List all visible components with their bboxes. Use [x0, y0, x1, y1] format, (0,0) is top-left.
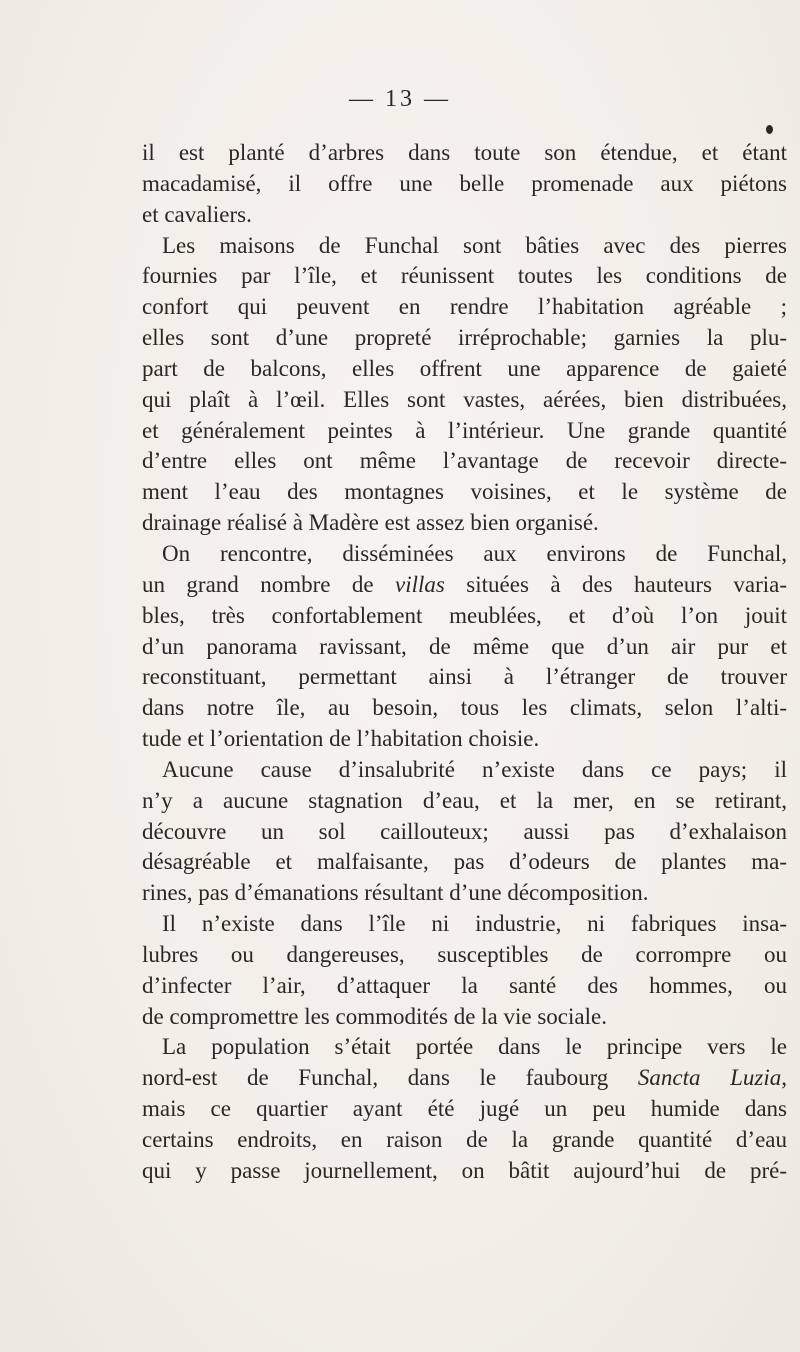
page-number: — 13 — [349, 86, 451, 112]
text-line: et généralement peintes à l’intérieur. Une grande quantité [142, 417, 787, 443]
text-line: certains endroits, en raison de la grande quantité d’eau [142, 1127, 787, 1152]
text-line: reconstituant, permettant ainsi à l’étranger de trouver [142, 664, 787, 690]
text-line: On rencontre, disséminées aux environs de Funchal, [162, 540, 787, 566]
text-line: Aucune cause d’insalubrité n’existe dans ce pays; il [162, 756, 787, 782]
text-line: d’un panorama ravissant, de même que d’un air pur et [142, 633, 787, 659]
text-line: dans notre île, au besoin, tous les climats, selon l’alti- [142, 695, 787, 721]
text-line: découvre un sol caillouteux; aussi pas d’exhalaison [142, 818, 787, 844]
text-line: elles sont d’une propreté irréprochable; garnies la plu- [142, 325, 787, 351]
text-line: n’y a aucune stagnation d’eau, et la mer, en se retirant, [142, 787, 787, 813]
text-line: Il n’existe dans l’île ni industrie, ni fabriques insa- [162, 911, 787, 937]
text-line: tude et l’orientation de l’habitation choisie. [142, 726, 540, 752]
text-line: nord-est de Funchal, dans le faubourg Sancta Luzia, [142, 1065, 788, 1091]
text-line: mais ce quartier ayant été jugé un peu humide dans [142, 1096, 787, 1122]
italic-term: Sancta Luzia [637, 1065, 782, 1091]
italic-term: villas [395, 571, 445, 597]
text-line: bles, très confortablement meublées, et d’où l’on jouit [142, 602, 787, 628]
text-line: désagréable et malfaisante, pas d’odeurs de plantes ma- [142, 849, 787, 875]
text-line: part de balcons, elles offrent une apparence de gaieté [142, 355, 787, 381]
text-line: La population s’était portée dans le principe vers le [162, 1034, 787, 1060]
text-line: de compromettre les commodités de la vie sociale. [142, 1003, 607, 1029]
text-line: qui y passe journellement, on bâtit aujourd’hui de pré- [142, 1157, 787, 1183]
text-line: fournies par l’île, et réunissent toutes les conditions de [142, 263, 787, 289]
text-line: Les maisons de Funchal sont bâties avec des pierres [162, 232, 787, 258]
text-line: macadamisé, il offre une belle promenade aux piétons [142, 170, 787, 196]
text-line: confort qui peuvent en rendre l’habitation agréable ; [142, 294, 787, 320]
text-line: il est planté d’arbres dans toute son étendue, et étant [142, 140, 787, 165]
text-line: d’entre elles ont même l’avantage de recevoir directe- [142, 448, 787, 474]
text-line: lubres ou dangereuses, susceptibles de corrompre ou [142, 941, 787, 967]
text-line: ment l’eau des montagnes voisines, et le système de [142, 479, 787, 505]
body-text [142, 138, 787, 1187]
text-line: un grand nombre de villas situées à des hauteurs varia- [142, 571, 787, 597]
ink-speck [766, 125, 773, 134]
text-line: drainage réalisé à Madère est assez bien organisé. [142, 510, 599, 536]
text-line: qui plaît à l’œil. Elles sont vastes, aérées, bien distribuées, [142, 386, 787, 412]
text-line: d’infecter l’air, d’attaquer la santé des hommes, ou [142, 972, 787, 998]
text-line: rines, pas d’émanations résultant d’une décomposition. [142, 880, 649, 906]
text-line: et cavaliers. [142, 201, 252, 227]
